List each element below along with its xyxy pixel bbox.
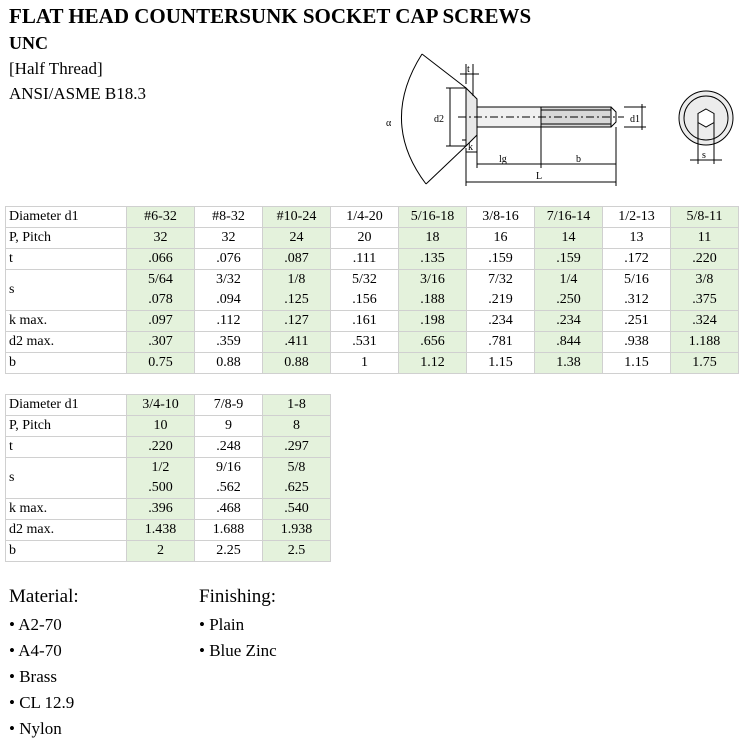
row-label: b (6, 353, 127, 374)
cell: .250 (535, 290, 603, 311)
cell: .159 (535, 249, 603, 270)
cell: .307 (127, 332, 195, 353)
cell: 1.938 (263, 520, 331, 541)
cell: .220 (671, 249, 739, 270)
cell: 1-8 (263, 395, 331, 416)
cell: #6-32 (127, 207, 195, 228)
cell: 32 (195, 228, 263, 249)
row-k (6, 499, 331, 520)
cell: .076 (195, 249, 263, 270)
cell: .135 (399, 249, 467, 270)
cell: .156 (331, 290, 399, 311)
list-item: • A2-70 (9, 615, 62, 634)
cell: .112 (195, 311, 263, 332)
cell: 5/64 (127, 270, 195, 291)
cell: 1/4 (535, 270, 603, 291)
cell: .251 (603, 311, 671, 332)
cell: .248 (195, 437, 263, 458)
cell: 32 (127, 228, 195, 249)
cell: .938 (603, 332, 671, 353)
cell: 3/32 (195, 270, 263, 291)
cell: .172 (603, 249, 671, 270)
finishing-list (199, 585, 277, 664)
cell: 5/8 (263, 458, 331, 479)
material-item: Nylon (19, 719, 62, 738)
cell: .324 (671, 311, 739, 332)
list-item: • Plain (199, 615, 245, 634)
row-diameter (6, 395, 331, 416)
cell: 5/32 (331, 270, 399, 291)
cell: 2 (127, 541, 195, 562)
cell: 16 (467, 228, 535, 249)
cell: 5/16-18 (399, 207, 467, 228)
cell: 5/8-11 (671, 207, 739, 228)
cell: .312 (603, 290, 671, 311)
diagram-label-s: s (702, 150, 706, 161)
cell: 1.12 (399, 353, 467, 374)
list-item: • Brass (9, 667, 57, 686)
row-d2 (6, 332, 739, 353)
cell: .220 (127, 437, 195, 458)
cell: 7/16-14 (535, 207, 603, 228)
row-label: s (6, 270, 127, 311)
diagram-label-b: b (576, 154, 581, 165)
cell: 3/16 (399, 270, 467, 291)
row-b (6, 541, 331, 562)
row-d2 (6, 520, 331, 541)
cell: .198 (399, 311, 467, 332)
cell: .375 (671, 290, 739, 311)
list-item: • Blue Zinc (199, 641, 277, 660)
row-s-fraction (6, 270, 739, 291)
cell: .111 (331, 249, 399, 270)
cell: 1/2-13 (603, 207, 671, 228)
row-s-fraction (6, 458, 331, 479)
material-item: CL 12.9 (19, 693, 75, 712)
cell: 0.88 (263, 353, 331, 374)
list-item: • CL 12.9 (9, 693, 75, 712)
cell: 1.688 (195, 520, 263, 541)
row-label: d2 max. (6, 520, 127, 541)
cell: 14 (535, 228, 603, 249)
cell: 1.15 (467, 353, 535, 374)
screw-diagram (384, 44, 746, 192)
finishing-item: Blue Zinc (209, 641, 277, 660)
cell: 20 (331, 228, 399, 249)
cell: 3/8 (671, 270, 739, 291)
row-t (6, 249, 739, 270)
cell: 1 (331, 353, 399, 374)
cell: #8-32 (195, 207, 263, 228)
cell: 11 (671, 228, 739, 249)
cell: 1.15 (603, 353, 671, 374)
row-label: d2 max. (6, 332, 127, 353)
diagram-label-k: k (468, 142, 473, 153)
material-item: A2-70 (18, 615, 62, 634)
material-heading: Material: (9, 586, 79, 607)
cell: .540 (263, 499, 331, 520)
cell: .097 (127, 311, 195, 332)
row-k (6, 311, 739, 332)
cell: .297 (263, 437, 331, 458)
cell: .159 (467, 249, 535, 270)
row-label: b (6, 541, 127, 562)
list-item: • A4-70 (9, 641, 62, 660)
cell: .396 (127, 499, 195, 520)
row-diameter (6, 207, 739, 228)
material-item: A4-70 (18, 641, 62, 660)
diagram-label-d1: d1 (630, 114, 640, 125)
cell: .625 (263, 478, 331, 499)
cell: 13 (603, 228, 671, 249)
cell: 1.188 (671, 332, 739, 353)
cell: 2.5 (263, 541, 331, 562)
cell: .125 (263, 290, 331, 311)
cell: 7/8-9 (195, 395, 263, 416)
material-item: Brass (19, 667, 57, 686)
cell: .500 (127, 478, 195, 499)
cell: .188 (399, 290, 467, 311)
cell: 2.25 (195, 541, 263, 562)
row-label: P, Pitch (6, 416, 127, 437)
cell: .656 (399, 332, 467, 353)
row-label: t (6, 249, 127, 270)
cell: .219 (467, 290, 535, 311)
cell: 9/16 (195, 458, 263, 479)
row-label: k max. (6, 499, 127, 520)
cell: .087 (263, 249, 331, 270)
row-label: k max. (6, 311, 127, 332)
dimensions-table-2 (5, 394, 331, 562)
diagram-label-L: L (536, 171, 543, 182)
cell: .781 (467, 332, 535, 353)
cell: 1.75 (671, 353, 739, 374)
finishing-item: Plain (209, 615, 245, 634)
cell: .468 (195, 499, 263, 520)
cell: 7/32 (467, 270, 535, 291)
cell: 0.88 (195, 353, 263, 374)
cell: #10-24 (263, 207, 331, 228)
cell: .234 (467, 311, 535, 332)
dimensions-table-1 (5, 206, 739, 374)
cell: 5/16 (603, 270, 671, 291)
cell: 0.75 (127, 353, 195, 374)
cell: 18 (399, 228, 467, 249)
cell: 10 (127, 416, 195, 437)
diagram-label-d2: d2 (434, 114, 444, 125)
cell: .562 (195, 478, 263, 499)
cell: 1.38 (535, 353, 603, 374)
cell: 9 (195, 416, 263, 437)
row-label: Diameter d1 (6, 395, 127, 416)
row-b (6, 353, 739, 374)
diagram-label-lg: lg (499, 154, 507, 165)
row-label: s (6, 458, 127, 499)
material-list (9, 585, 79, 742)
finishing-heading: Finishing: (199, 586, 277, 607)
cell: 1.438 (127, 520, 195, 541)
ansi-standard: ANSI/ASME B18.3 (9, 84, 146, 103)
list-item: • Nylon (9, 719, 62, 738)
cell: .531 (331, 332, 399, 353)
row-pitch (6, 416, 331, 437)
cell: .066 (127, 249, 195, 270)
cell: .359 (195, 332, 263, 353)
cell: .161 (331, 311, 399, 332)
cell: .127 (263, 311, 331, 332)
cell: 1/8 (263, 270, 331, 291)
row-label: P, Pitch (6, 228, 127, 249)
cell: 24 (263, 228, 331, 249)
page-title: FLAT HEAD COUNTERSUNK SOCKET CAP SCREWS (9, 4, 532, 28)
row-pitch (6, 228, 739, 249)
row-label: t (6, 437, 127, 458)
row-t (6, 437, 331, 458)
row-label: Diameter d1 (6, 207, 127, 228)
cell: .411 (263, 332, 331, 353)
cell: .078 (127, 290, 195, 311)
cell: 3/4-10 (127, 395, 195, 416)
cell: 3/8-16 (467, 207, 535, 228)
thread-type: [Half Thread] (9, 59, 103, 78)
cell: 1/4-20 (331, 207, 399, 228)
cell: .844 (535, 332, 603, 353)
cell: 1/2 (127, 458, 195, 479)
cell: 8 (263, 416, 331, 437)
diagram-label-alpha: α (386, 118, 392, 129)
cell: .094 (195, 290, 263, 311)
cell: .234 (535, 311, 603, 332)
diagram-label-t: t (467, 64, 470, 75)
thread-standard: UNC (9, 33, 48, 53)
